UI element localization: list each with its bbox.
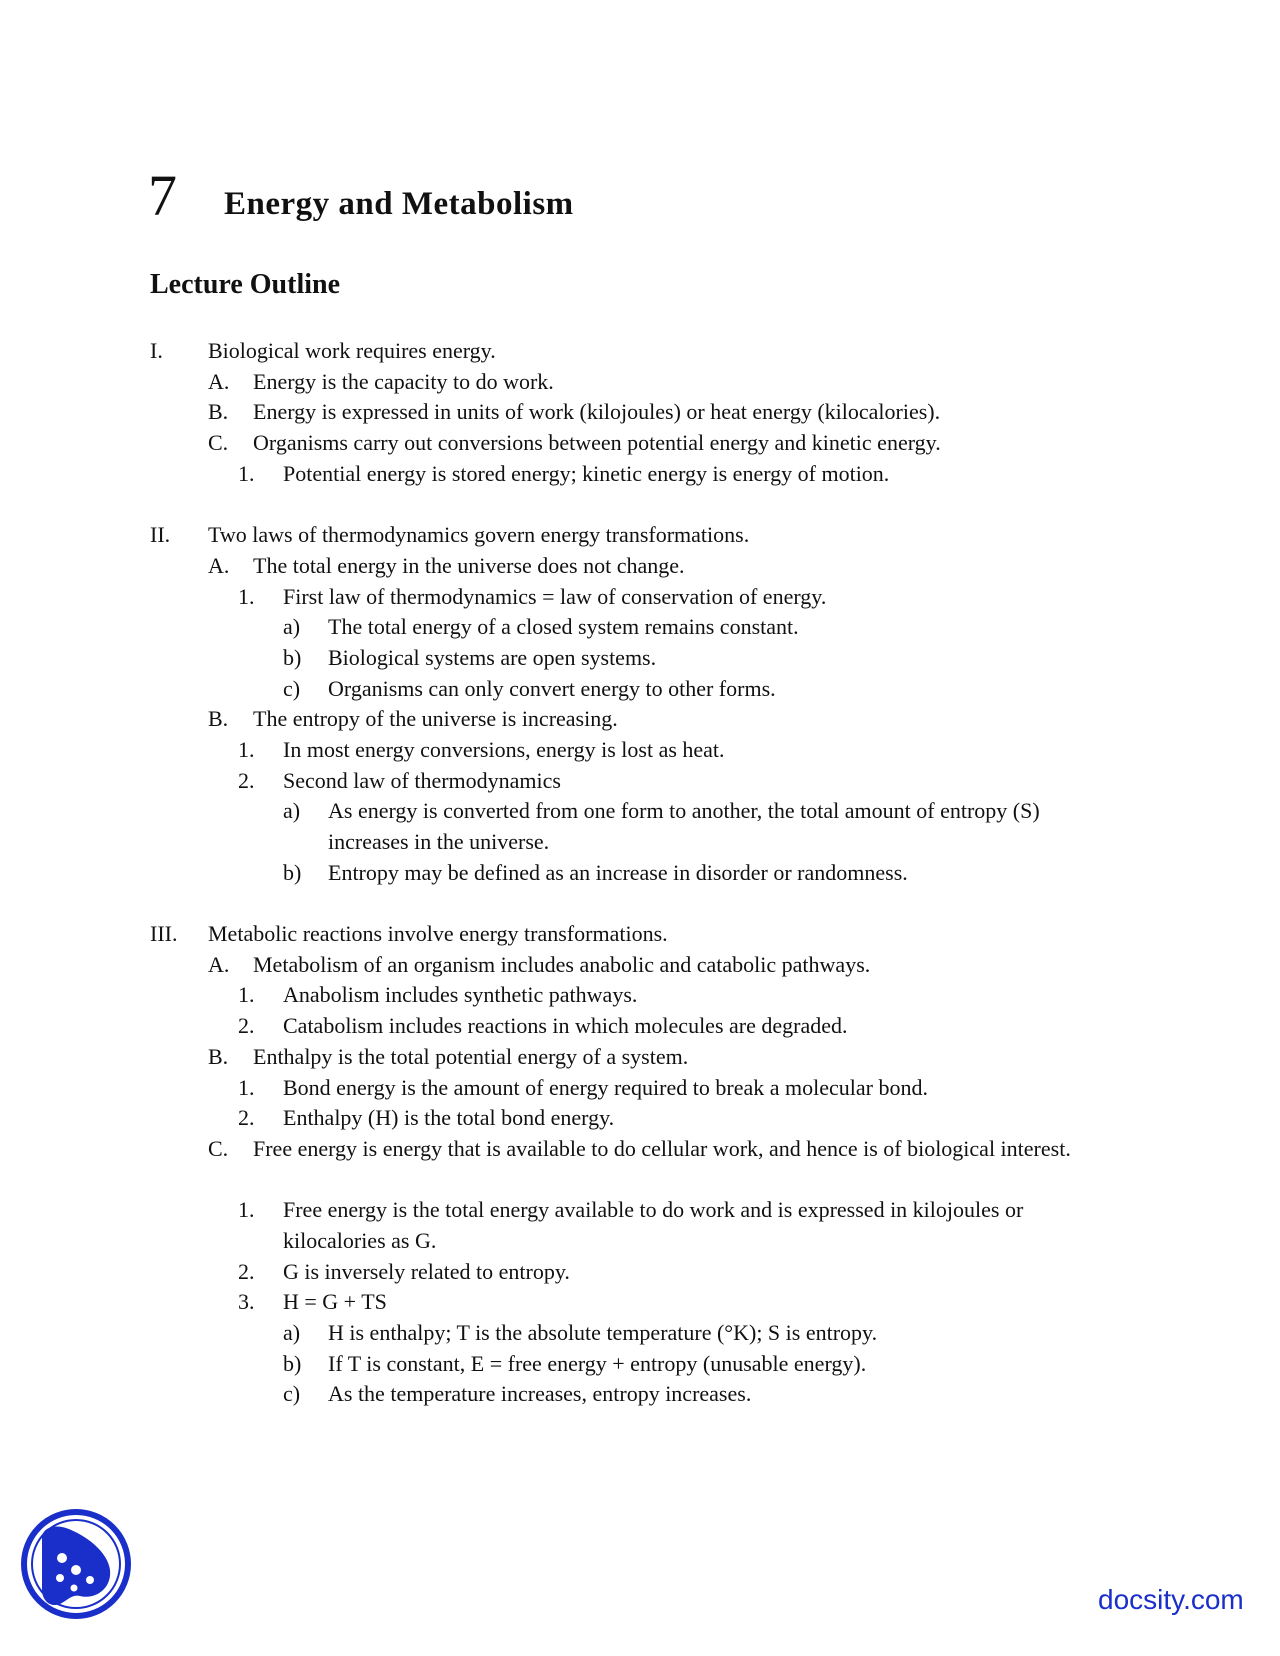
- outline-item: [0, 858, 1280, 889]
- outline-item-text: Entropy may be defined as an increase in disorder or randomness.: [328, 859, 908, 885]
- outline-item: [0, 1134, 1280, 1195]
- outline-item-marker: II.: [150, 522, 171, 548]
- outline-item-text: G is inversely related to entropy.: [283, 1258, 570, 1284]
- outline-item-marker: 2.: [238, 1013, 255, 1039]
- outline-item-marker: 1.: [238, 1074, 255, 1100]
- outline-item-text: The total energy in the universe does not change.: [253, 552, 685, 578]
- outline-item-marker: I.: [150, 338, 163, 363]
- outline-item-marker: 1.: [238, 1197, 255, 1223]
- outline-item-text: Enthalpy (H) is the total bond energy.: [283, 1105, 615, 1131]
- outline-item: [0, 428, 1280, 459]
- outline-item-marker: b): [283, 1350, 302, 1376]
- outline-item: [0, 612, 1280, 643]
- outline-item-marker: B.: [208, 706, 229, 732]
- docsity-logo-icon: [20, 1508, 132, 1620]
- outline-item-text: Energy is the capacity to do work.: [253, 368, 554, 394]
- outline-item-text: Energy is expressed in units of work (kilojoules) or heat energy (kilocalories).: [253, 399, 941, 425]
- outline-item-marker: 1.: [238, 982, 255, 1008]
- outline-item: [0, 919, 1280, 950]
- outline-item-text: Organisms carry out conversions between potential energy and kinetic energy.: [253, 430, 941, 456]
- lecture-outline: [0, 336, 1280, 1410]
- outline-item-text: Metabolic reactions involve energy transformations.: [208, 921, 668, 947]
- outline-item: [0, 367, 1280, 398]
- outline-item-marker: b): [283, 859, 302, 885]
- outline-item-text: Free energy is energy that is available to do cellular work, and hence is of biological interest.: [253, 1135, 1071, 1161]
- outline-item-text: If T is constant, E = free energy + entropy (unusable energy).: [328, 1350, 867, 1376]
- outline-item-text: Biological work requires energy.: [208, 338, 496, 363]
- outline-item-text: Catabolism includes reactions in which molecules are degraded.: [283, 1013, 848, 1039]
- outline-item-marker: A.: [208, 552, 230, 578]
- outline-item-text: H = G + TS: [283, 1289, 387, 1315]
- outline-item: [0, 950, 1280, 981]
- outline-item-text: Biological systems are open systems.: [328, 644, 657, 670]
- outline-item: [0, 735, 1280, 766]
- outline-item-marker: 3.: [238, 1289, 255, 1315]
- outline-item-text: As energy is converted from one form to another, the total amount of entropy (S) increases in the universe.: [328, 798, 1040, 855]
- outline-item: [0, 1318, 1280, 1349]
- outline-item: [0, 1103, 1280, 1134]
- outline-item-marker: A.: [208, 951, 230, 977]
- outline-item-marker: C.: [208, 430, 229, 456]
- outline-item: [0, 674, 1280, 705]
- outline-item: [0, 1379, 1280, 1410]
- outline-item-marker: a): [283, 1320, 301, 1346]
- outline-item-marker: 1.: [238, 583, 255, 609]
- outline-item-text: Two laws of thermodynamics govern energy transformations.: [208, 522, 750, 548]
- outline-item-marker: 1.: [238, 736, 255, 762]
- outline-item-text: Enthalpy is the total potential energy of a system.: [253, 1043, 689, 1069]
- outline-item: [0, 1042, 1280, 1073]
- outline-item-marker: B.: [208, 399, 229, 425]
- section-gap: [0, 888, 1280, 919]
- outline-item-marker: B.: [208, 1043, 229, 1069]
- outline-item: [0, 980, 1280, 1011]
- outline-item-marker: 1.: [238, 460, 255, 486]
- outline-item: [0, 551, 1280, 582]
- outline-item: [0, 643, 1280, 674]
- chapter-number: 7: [148, 163, 177, 228]
- outline-item-text: As the temperature increases, entropy increases.: [328, 1381, 752, 1407]
- outline-item-marker: 2.: [238, 1105, 255, 1131]
- outline-item: [0, 1073, 1280, 1104]
- outline-item: [0, 1257, 1280, 1288]
- outline-item: [0, 1195, 1280, 1256]
- outline-item-text: Potential energy is stored energy; kinetic energy is energy of motion.: [283, 460, 890, 486]
- outline-item-marker: a): [283, 614, 301, 640]
- outline-item: [0, 796, 1280, 857]
- outline-item-marker: C.: [208, 1135, 229, 1161]
- outline-item-text: The total energy of a closed system remains constant.: [328, 614, 799, 640]
- outline-item-text: In most energy conversions, energy is lost as heat.: [283, 736, 725, 762]
- outline-item: [0, 704, 1280, 735]
- outline-item: [0, 1011, 1280, 1042]
- outline-item-marker: III.: [150, 921, 178, 947]
- outline-item-text: Bond energy is the amount of energy required to break a molecular bond.: [283, 1074, 928, 1100]
- outline-item: [0, 520, 1280, 551]
- outline-item-text: Metabolism of an organism includes anabolic and catabolic pathways.: [253, 951, 871, 977]
- outline-item-marker: 2.: [238, 1258, 255, 1284]
- outline-item-text: Free energy is the total energy available to do work and is expressed in kilojoules or kilocalories as G.: [283, 1197, 1024, 1253]
- outline-item-marker: b): [283, 644, 302, 670]
- outline-item-text: Anabolism includes synthetic pathways.: [283, 982, 638, 1008]
- outline-item: [0, 766, 1280, 797]
- outline-item: [0, 1287, 1280, 1318]
- outline-item-marker: c): [283, 1381, 301, 1407]
- outline-item-text: Organisms can only convert energy to other forms.: [328, 675, 776, 701]
- outline-item-text: Second law of thermodynamics: [283, 767, 561, 793]
- outline-item: [0, 1349, 1280, 1380]
- outline-item-marker: 2.: [238, 767, 255, 793]
- outline-item-text: First law of thermodynamics = law of conservation of energy.: [283, 583, 827, 609]
- outline-item-marker: a): [283, 798, 301, 824]
- chapter-title: Energy and Metabolism: [224, 186, 574, 222]
- outline-item: [0, 459, 1280, 490]
- outline-item: [0, 397, 1280, 428]
- outline-item-marker: c): [283, 675, 301, 701]
- outline-item-marker: A.: [208, 368, 230, 394]
- outline-heading: Lecture Outline: [150, 269, 341, 300]
- outline-item: [0, 582, 1280, 613]
- outline-item-text: H is enthalpy; T is the absolute temperature (°K); S is entropy.: [328, 1320, 878, 1346]
- docsity-brand-link[interactable]: docsity.com: [1098, 1584, 1244, 1615]
- outline-item-text: The entropy of the universe is increasing.: [253, 706, 618, 732]
- section-gap: [0, 489, 1280, 520]
- outline-item: [0, 336, 1280, 367]
